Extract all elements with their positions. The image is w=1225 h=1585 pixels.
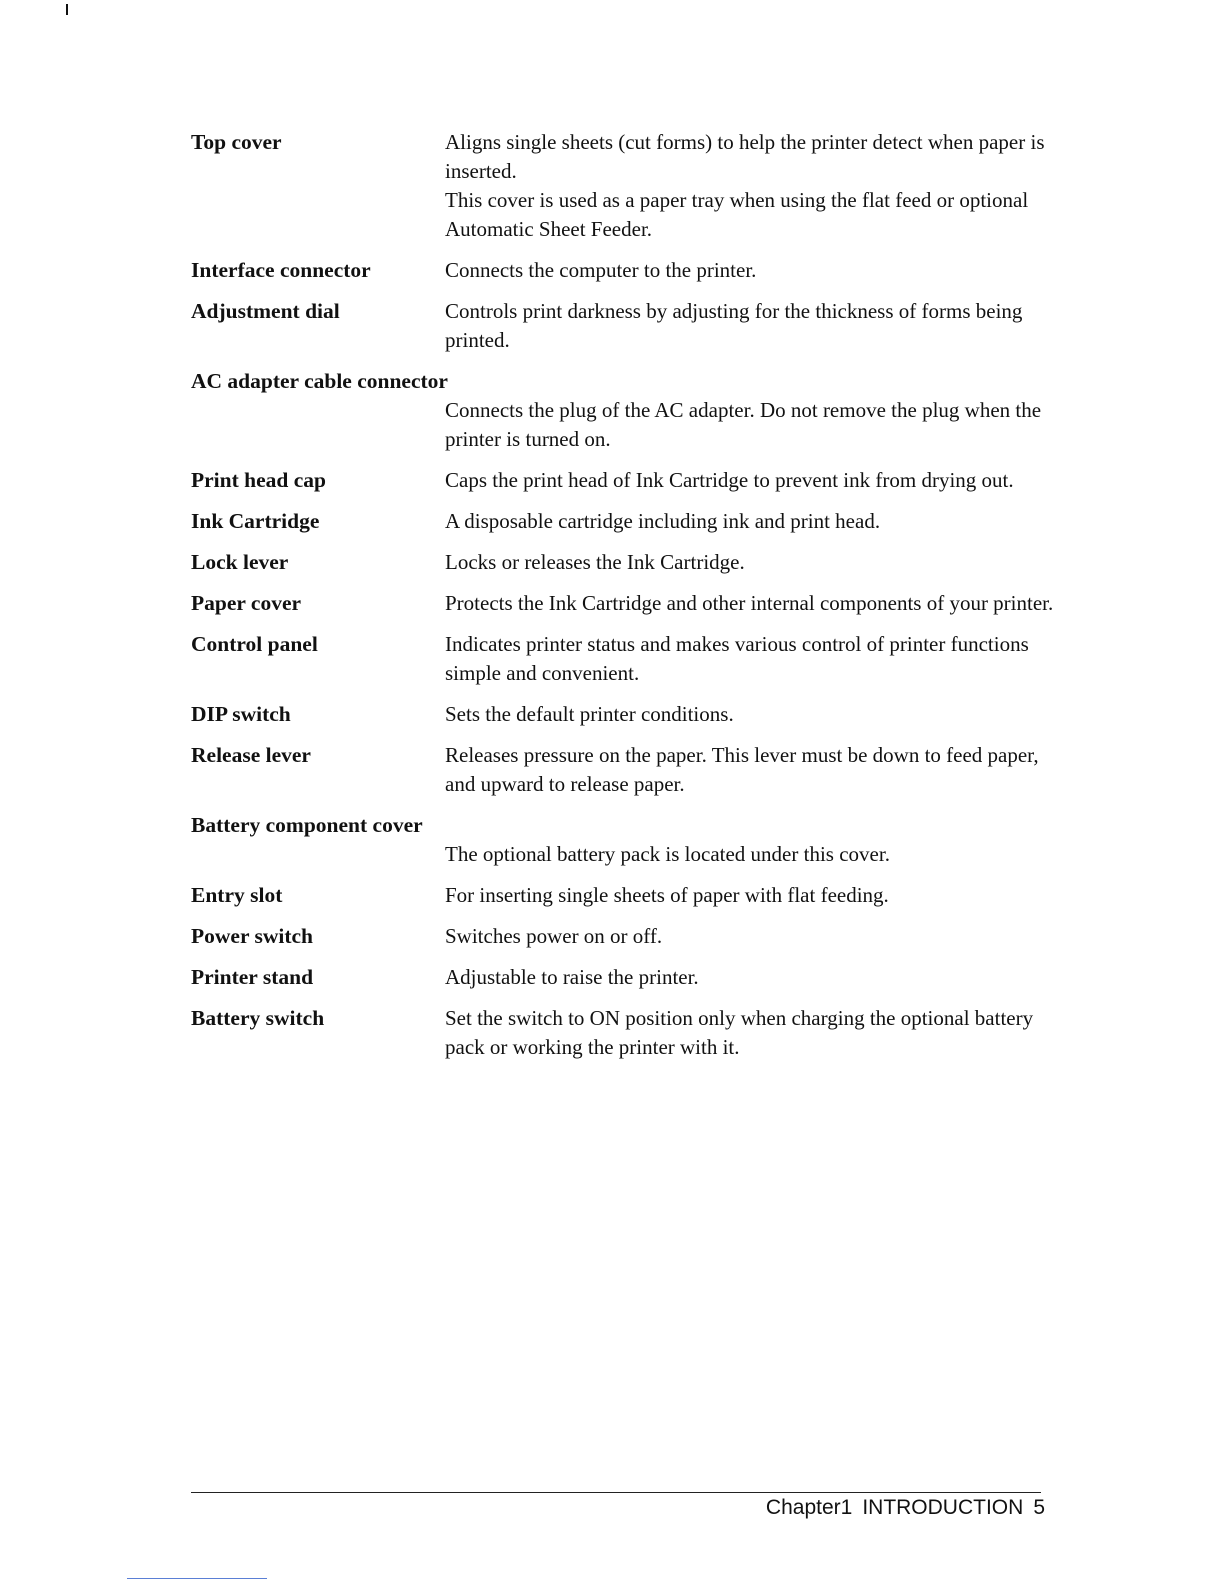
description [445,963,1056,992]
description-text: Sets the default printer conditions. [445,702,734,726]
term: Battery component cover [191,813,423,837]
entry-entry-slot [191,881,1056,910]
description-text: Indicates printer status and makes various control of printer functions simple and convenient. [445,632,1029,685]
footer-title: INTRODUCTION [862,1496,1024,1519]
description [445,741,1056,799]
description [445,396,1056,454]
entry-ink-cartridge [191,507,1056,536]
term: Battery switch [191,1006,325,1030]
description [445,548,1056,577]
entry-printer-stand [191,963,1056,992]
page-footer [766,1494,1045,1522]
description-text: A disposable cartridge including ink and print head. [445,509,881,533]
term: Adjustment dial [191,299,340,323]
entry-print-head-cap [191,466,1056,495]
description [445,922,1056,951]
term: Ink Cartridge [191,509,320,533]
entry-dip-switch [191,700,1056,729]
term: Power switch [191,924,314,948]
description-text: Adjustable to raise the printer. [445,965,699,989]
entry-ac-adapter-cable-connector [191,367,1056,454]
description-text: Set the switch to ON position only when charging the optional battery pack or working the printer with it. [445,1006,1034,1059]
entry-lock-lever [191,548,1056,577]
term: Lock lever [191,550,289,574]
description [445,507,1056,536]
term: Top cover [191,130,282,154]
description [445,256,1056,285]
entry-control-panel [191,630,1056,688]
description [445,630,1056,688]
description-text: Caps the print head of Ink Cartridge to prevent ink from drying out. [445,468,1014,492]
term: Printer stand [191,965,314,989]
description-text: Protects the Ink Cartridge and other internal components of your printer. [445,591,1054,615]
description-text: Switches power on or off. [445,924,663,948]
term: Release lever [191,743,311,767]
definition-list [191,128,1056,1074]
footer-chapter: Chapter1 [765,1496,853,1519]
term: Entry slot [191,883,283,907]
description [445,589,1056,618]
term: Print head cap [191,468,326,492]
description [445,466,1056,495]
entry-paper-cover [191,589,1056,618]
entry-release-lever [191,741,1056,799]
entry-adjustment-dial [191,297,1056,355]
description-text: Connects the computer to the printer. [445,258,757,282]
description-text: This cover is used as a paper tray when using the flat feed or optional Automatic Sheet Feeder. [445,188,1029,241]
entry-top-cover [191,128,1056,244]
term: Interface connector [191,258,371,282]
term: AC adapter cable connector [191,369,448,393]
entry-interface-connector [191,256,1056,285]
corner-mark [66,4,68,15]
entry-battery-switch [191,1004,1056,1062]
term: DIP switch [191,702,291,726]
description-text: Connects the plug of the AC adapter. Do not remove the plug when the printer is turned on. [445,398,1042,451]
description [445,881,1056,910]
description-text: The optional battery pack is located under this cover. [445,842,890,866]
description [445,297,1056,355]
entry-battery-component-cover [191,811,1056,869]
entry-power-switch [191,922,1056,951]
description-text: Locks or releases the Ink Cartridge. [445,550,745,574]
term: Paper cover [191,591,302,615]
term: Control panel [191,632,318,656]
description [445,700,1056,729]
description [445,128,1056,244]
description-text: Releases pressure on the paper. This lever must be down to feed paper, and upward to release paper. [445,743,1039,796]
description-text: Aligns single sheets (cut forms) to help the printer detect when paper is inserted. [445,130,1045,183]
description-text: Controls print darkness by adjusting for the thickness of forms being printed. [445,299,1023,352]
description-text: For inserting single sheets of paper with flat feeding. [445,883,889,907]
bottom-edge-line [127,1578,267,1579]
page-number: 5 [1033,1496,1045,1519]
description [445,840,1056,869]
footer-rule [191,1492,1041,1493]
description [445,1004,1056,1062]
